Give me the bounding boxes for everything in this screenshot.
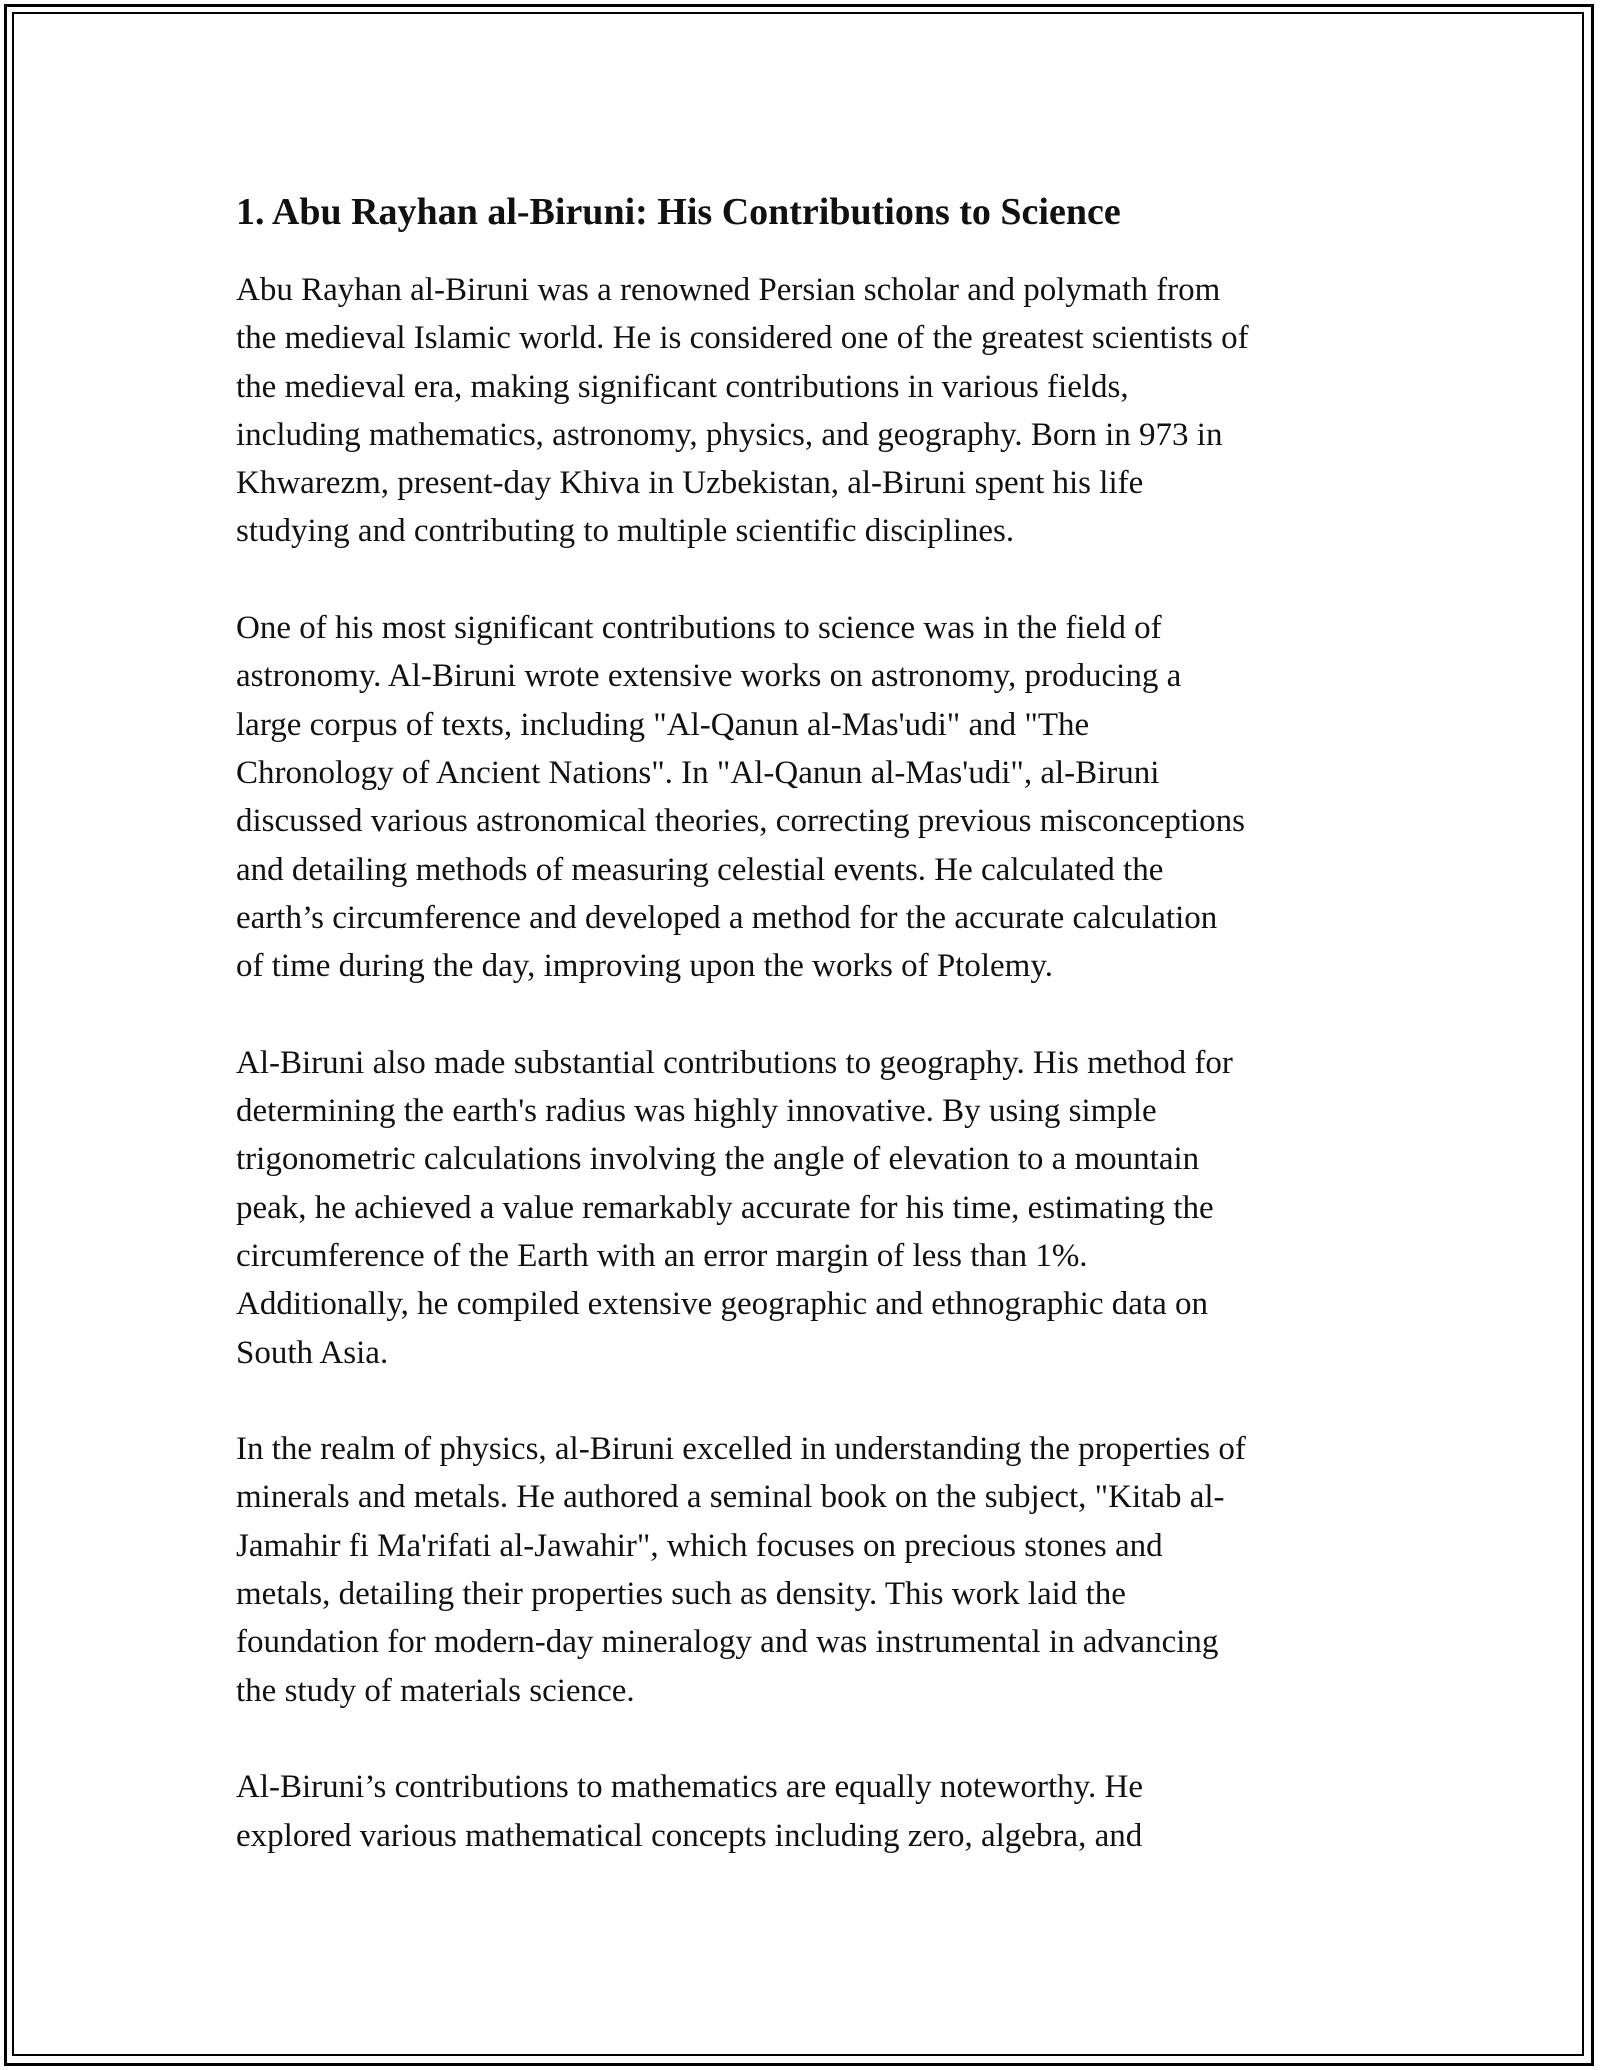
text-line: metals, detailing their properties such as density. This work laid the bbox=[236, 1576, 1126, 1613]
text-line: explored various mathematical concepts including zero, algebra, and bbox=[236, 1817, 1143, 1854]
text-line: of time during the day, improving upon the works of Ptolemy. bbox=[236, 948, 1053, 985]
document-body bbox=[236, 186, 1396, 1908]
text-line: peak, he achieved a value remarkably accurate for his time, estimating the bbox=[236, 1189, 1214, 1226]
text-line: Jamahir fi Ma'rifati al-Jawahir", which focuses on precious stones and bbox=[236, 1527, 1163, 1564]
text-line: the medieval Islamic world. He is considered one of the greatest scientists of bbox=[236, 320, 1249, 357]
text-line: South Asia. bbox=[236, 1334, 389, 1371]
paragraph-astronomy bbox=[236, 604, 1396, 990]
text-line: Additionally, he compiled extensive geographic and ethnographic data on bbox=[236, 1286, 1208, 1323]
paragraph-introduction bbox=[236, 266, 1396, 556]
paragraph-geography bbox=[236, 1039, 1396, 1377]
text-line: large corpus of texts, including "Al-Qanun al-Mas'udi" and "The bbox=[236, 706, 1090, 743]
text-line: In the realm of physics, al-Biruni excelled in understanding the properties of bbox=[236, 1431, 1246, 1468]
text-line: Chronology of Ancient Nations". In "Al-Qanun al-Mas'udi", al-Biruni bbox=[236, 754, 1160, 791]
text-line: Abu Rayhan al-Biruni was a renowned Persian scholar and polymath from bbox=[236, 272, 1221, 308]
text-line: discussed various astronomical theories, correcting previous misconceptions bbox=[236, 803, 1245, 840]
text-line: studying and contributing to multiple scientific disciplines. bbox=[236, 513, 1015, 550]
text-line: One of his most significant contributions to science was in the field of bbox=[236, 610, 1162, 647]
text-line: the medieval era, making significant contributions in various fields, bbox=[236, 368, 1129, 405]
text-line: Al-Biruni also made substantial contributions to geography. His method for bbox=[236, 1044, 1233, 1081]
text-line: astronomy. Al-Biruni wrote extensive works on astronomy, producing a bbox=[236, 658, 1182, 695]
text-line: and detailing methods of measuring celestial events. He calculated the bbox=[236, 851, 1164, 888]
text-line: earth’s circumference and developed a method for the accurate calculation bbox=[236, 899, 1218, 936]
text-line: the study of materials science. bbox=[236, 1672, 635, 1709]
text-line: circumference of the Earth with an error margin of less than 1%. bbox=[236, 1237, 1088, 1274]
text-line: determining the earth's radius was highly innovative. By using simple bbox=[236, 1093, 1157, 1130]
paragraph-mathematics bbox=[236, 1763, 1396, 1860]
document-title: 1. Abu Rayhan al-Biruni: His Contributions to Science bbox=[236, 191, 1121, 233]
paragraph-physics bbox=[236, 1425, 1396, 1715]
text-line: minerals and metals. He authored a seminal book on the subject, "Kitab al- bbox=[236, 1479, 1225, 1516]
text-line: foundation for modern-day mineralogy and was instrumental in advancing bbox=[236, 1624, 1219, 1661]
text-line: Al-Biruni’s contributions to mathematics are equally noteworthy. He bbox=[236, 1769, 1143, 1806]
text-line: including mathematics, astronomy, physics, and geography. Born in 973 in bbox=[236, 416, 1223, 453]
text-line: Khwarezm, present-day Khiva in Uzbekistan, al-Biruni spent his life bbox=[236, 465, 1144, 502]
text-line: trigonometric calculations involving the angle of elevation to a mountain bbox=[236, 1141, 1200, 1178]
